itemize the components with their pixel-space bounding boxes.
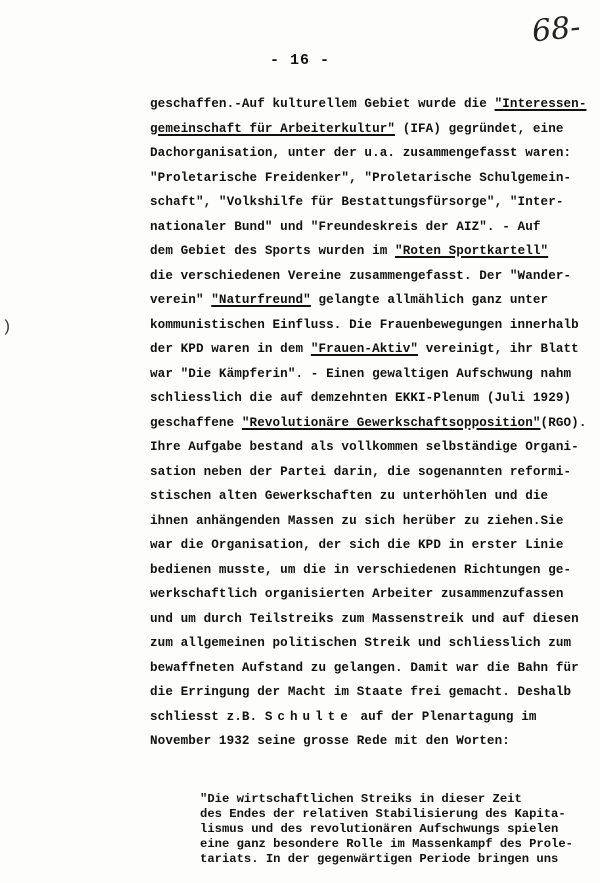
text-segment: bewaffneten Aufstand zu gelangen. Damit war die Bahn für <box>150 660 579 675</box>
text-line <box>150 141 590 166</box>
text-line <box>150 558 590 583</box>
text-segment: kommunistischen Einfluss. Die Frauenbewegungen innerhalb <box>150 317 579 332</box>
text-line <box>150 729 590 754</box>
text-line <box>150 337 590 362</box>
text-line <box>150 264 590 289</box>
quote-line: lismus und des revolutionären Aufschwungs spielen <box>200 822 559 836</box>
underlined-term: "Naturfreund" <box>211 293 311 307</box>
text-segment: dem Gebiet des Sports wurden im <box>150 244 396 258</box>
archive-number-value: 68 <box>530 10 572 50</box>
text-segment: stischen alten Gewerkschaften zu unterhöhlen und die <box>150 489 549 503</box>
text-line <box>150 509 590 534</box>
archive-number-handwritten <box>530 10 582 50</box>
text-segment: die Erringung der Macht im Staate frei gemacht. Deshalb <box>150 685 572 699</box>
text-segment: bedienen musste, um die in verschiedenen Richtungen ge- <box>150 562 572 577</box>
text-line <box>150 582 590 607</box>
text-line <box>150 92 590 117</box>
text-line <box>150 607 590 632</box>
text-line <box>150 386 590 411</box>
margin-mark: ) <box>2 318 12 336</box>
text-line <box>150 215 590 240</box>
text-segment: gelangte allmählich ganz unter <box>310 293 549 307</box>
text-segment: war "Die Kämpferin". - Einen gewaltigen Aufschwung nahm <box>150 366 572 381</box>
page-number: - 16 - <box>269 52 330 69</box>
text-line <box>150 411 590 436</box>
text-segment: der KPD waren in dem <box>150 342 311 356</box>
text-line <box>150 631 590 656</box>
text-line <box>150 533 590 558</box>
text-segment: sation neben der Partei darin, die sogenannten reformi- <box>150 464 572 479</box>
text-segment: auf der Plenartagung im <box>352 709 537 724</box>
text-segment: und um durch Teilstreiks zum Massenstreik und auf diesen <box>150 611 579 626</box>
underlined-term: "Revolutionäre Gewerkschaftsopposition" <box>241 415 541 430</box>
text-segment: verein" <box>150 293 212 307</box>
text-segment: "Proletarische Freidenker", "Proletarische Schulgemein- <box>150 170 572 185</box>
text-segment: ihnen anhängenden Massen zu sich herüber zu ziehen.Sie <box>150 513 564 528</box>
text-segment: vereinigt, ihr Blatt <box>418 342 579 356</box>
underlined-term: "Interessen- <box>494 97 587 111</box>
text-line <box>150 190 590 215</box>
text-segment: schaft", "Volkshilfe für Bestattungsfürsorge", "Inter- <box>150 195 564 209</box>
block-quote <box>200 792 590 867</box>
text-segment: war die Organisation, der sich die KPD in erster Linie <box>150 538 564 552</box>
text-line <box>150 166 590 191</box>
underlined-term: "Frauen-Aktiv" <box>310 342 419 356</box>
body-text <box>150 92 590 754</box>
text-segment: werkschaftlich organisierten Arbeiter zusammenzufassen <box>150 587 564 601</box>
text-line <box>150 656 590 681</box>
text-line <box>150 705 590 730</box>
text-segment: Ihre Aufgabe bestand als vollkommen selbständige Organi- <box>150 440 579 454</box>
quote-line: eine ganz besondere Rolle im Massenkampf des Prole- <box>200 837 573 851</box>
text-segment: geschaffen.-Auf kulturellem Gebiet wurde die <box>150 97 495 111</box>
quote-line: tariats. In der gegenwärtigen Periode bringen uns <box>200 852 559 866</box>
text-segment: zum allgemeinen politischen Streik und schliesslich zum <box>150 636 572 650</box>
text-segment: schliesst z.B. <box>150 709 265 724</box>
text-line <box>150 288 590 313</box>
text-line <box>150 484 590 509</box>
text-line <box>150 460 590 485</box>
text-line <box>150 117 590 142</box>
text-line <box>150 313 590 338</box>
text-segment: Dachorganisation, unter der u.a. zusammengefasst waren: <box>150 146 572 160</box>
text-line <box>150 435 590 460</box>
quote-line: des Endes der relativen Stabilisierung des Kapita- <box>200 807 566 821</box>
text-segment: die verschiedenen Vereine zusammengefasst. Der "Wander- <box>150 268 572 283</box>
underlined-term: gemeinschaft für Arbeiterkultur" <box>150 121 396 136</box>
text-line <box>150 239 590 264</box>
underlined-term: "Roten Sportkartell" <box>395 244 549 258</box>
text-segment: (RGO). <box>540 415 587 430</box>
text-line <box>150 680 590 705</box>
archive-number-suffix: - <box>568 9 583 46</box>
spaced-name: Schulte <box>264 709 353 724</box>
text-segment: schliesslich die auf demzehnten EKKI-Plenum (Juli 1929) <box>150 391 572 405</box>
text-segment: November 1932 seine grosse Rede mit den Worten: <box>150 734 510 748</box>
text-line <box>150 362 590 387</box>
text-segment: geschaffene <box>150 415 242 430</box>
text-segment: nationaler Bund" und "Freundeskreis der AIZ". - Auf <box>150 219 541 234</box>
text-segment: (IFA) gegründet, eine <box>395 121 564 136</box>
quote-line: "Die wirtschaftlichen Streiks in dieser Zeit <box>200 792 522 806</box>
